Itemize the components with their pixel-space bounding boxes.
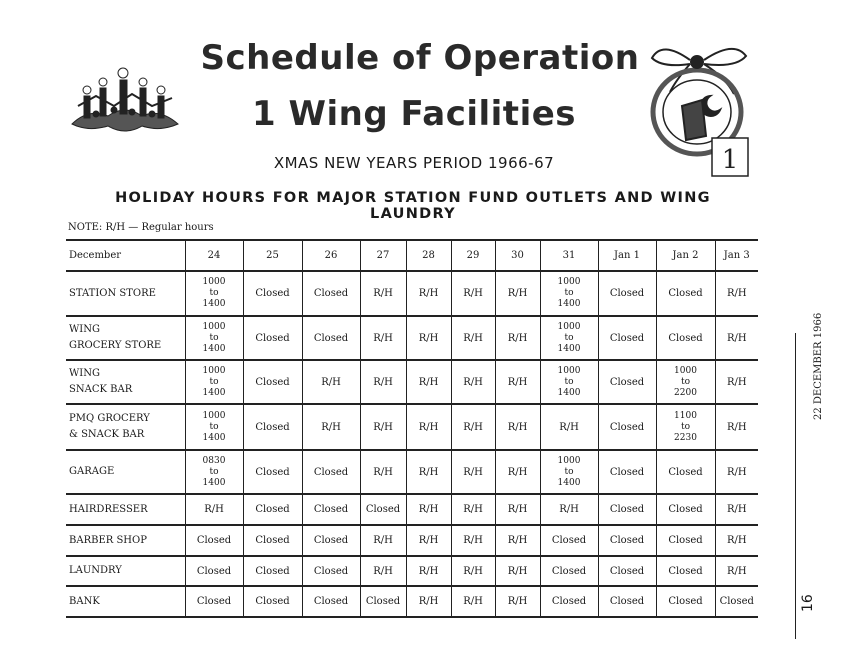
hours-cell bbox=[360, 271, 406, 316]
hours-cell-line: 0830 bbox=[202, 455, 226, 466]
column-header-day: Jan 1 bbox=[598, 240, 656, 271]
hours-cell bbox=[715, 271, 758, 316]
hours-cell bbox=[598, 450, 656, 494]
facility-name-line: BARBER SHOP bbox=[69, 534, 147, 546]
hours-cell-line: Closed bbox=[668, 504, 703, 515]
hours-cell-line: 1000 bbox=[557, 277, 581, 287]
hours-cell bbox=[715, 556, 758, 586]
hours-cell bbox=[302, 316, 360, 360]
hours-cell bbox=[540, 360, 598, 404]
page-title-line-2: 1 Wing Facilities bbox=[251, 94, 577, 134]
hours-cell bbox=[243, 404, 302, 450]
schedule-table bbox=[66, 239, 758, 618]
hours-cell bbox=[451, 556, 495, 586]
hours-cell-line: Closed bbox=[609, 466, 645, 478]
hours-cell-line: 1000 bbox=[557, 455, 581, 466]
hours-cell-line: 1000 bbox=[202, 365, 226, 376]
hours-cell-line: 2230 bbox=[674, 432, 697, 443]
hours-cell-line: Closed bbox=[313, 466, 349, 478]
table-row bbox=[66, 316, 758, 360]
column-header-day: Jan 3 bbox=[715, 240, 758, 271]
hours-cell-line: R/H bbox=[373, 376, 393, 388]
hours-cell-line: to bbox=[564, 332, 574, 343]
hours-cell bbox=[243, 525, 302, 556]
hours-cell bbox=[302, 404, 360, 450]
hours-cell bbox=[302, 450, 360, 494]
facility-name-line: WING bbox=[69, 368, 100, 379]
hours-cell bbox=[540, 586, 598, 617]
hours-cell bbox=[302, 360, 360, 404]
hours-cell-line: R/H bbox=[418, 596, 439, 607]
table-row bbox=[66, 404, 758, 450]
table-row bbox=[66, 556, 758, 586]
hours-cell bbox=[243, 316, 302, 360]
hours-cell bbox=[715, 316, 758, 360]
hours-cell bbox=[185, 556, 243, 586]
hours-cell-line: Closed bbox=[313, 535, 349, 546]
facility-name-line: SNACK BAR bbox=[69, 384, 133, 395]
facility-name-line: LAUNDRY bbox=[69, 565, 122, 576]
hours-cell-line: R/H bbox=[418, 288, 439, 299]
hours-cell-line: R/H bbox=[507, 535, 528, 546]
hours-cell bbox=[495, 360, 540, 404]
hours-cell-line: Closed bbox=[609, 535, 645, 546]
facility-name-cell bbox=[66, 494, 185, 525]
hours-cell bbox=[656, 450, 715, 494]
hours-cell-line: R/H bbox=[507, 376, 528, 388]
column-header-day: 31 bbox=[540, 240, 598, 271]
hours-cell bbox=[360, 586, 406, 617]
hours-cell bbox=[656, 586, 715, 617]
facility-name-cell bbox=[66, 586, 185, 617]
hours-cell-line: 1400 bbox=[557, 299, 581, 309]
hours-cell bbox=[451, 494, 495, 525]
hours-cell-line: R/H bbox=[373, 332, 393, 344]
facility-name-line: HAIRDRESSER bbox=[69, 503, 148, 515]
hours-cell-line: R/H bbox=[507, 332, 528, 344]
hours-cell bbox=[406, 316, 451, 360]
hours-cell-line: R/H bbox=[373, 288, 393, 299]
hours-cell-line: to bbox=[680, 421, 691, 432]
hours-cell-line: Closed bbox=[668, 466, 703, 478]
hours-cell-line: Closed bbox=[719, 596, 754, 607]
hours-cell bbox=[715, 360, 758, 404]
hours-cell-line: R/H bbox=[726, 466, 747, 478]
hours-cell-line: R/H bbox=[418, 376, 439, 388]
hours-cell bbox=[302, 586, 360, 617]
hours-cell-line: 1400 bbox=[202, 299, 226, 309]
facility-name-line: GARAGE bbox=[69, 466, 115, 477]
hours-cell bbox=[495, 525, 540, 556]
hours-cell-line: 1000 bbox=[557, 365, 581, 376]
hours-cell-line: Closed bbox=[313, 332, 349, 344]
hours-cell-line: Closed bbox=[551, 535, 587, 546]
hours-cell-line: R/H bbox=[726, 421, 747, 433]
hours-cell-line: Closed bbox=[255, 376, 290, 388]
hours-cell bbox=[406, 586, 451, 617]
hours-cell bbox=[185, 316, 243, 360]
hours-cell-line: R/H bbox=[726, 288, 747, 299]
hours-cell-line: to bbox=[564, 466, 574, 477]
hours-cell-line: R/H bbox=[373, 535, 393, 546]
hours-cell-line: R/H bbox=[373, 565, 393, 577]
hours-cell bbox=[302, 556, 360, 586]
hours-cell bbox=[360, 316, 406, 360]
facility-name-cell bbox=[66, 556, 185, 586]
hours-cell-line: R/H bbox=[373, 421, 393, 433]
hours-cell bbox=[598, 404, 656, 450]
hours-cell-line: R/H bbox=[507, 466, 528, 478]
hours-cell-line: Closed bbox=[668, 535, 703, 546]
hours-cell bbox=[598, 360, 656, 404]
table-row bbox=[66, 494, 758, 525]
table-row bbox=[66, 360, 758, 404]
hours-cell bbox=[360, 404, 406, 450]
hours-cell bbox=[495, 316, 540, 360]
hours-cell bbox=[495, 556, 540, 586]
hours-cell-line: R/H bbox=[418, 565, 439, 577]
column-header-day: 25 bbox=[243, 240, 302, 271]
hours-cell-line: R/H bbox=[321, 376, 341, 388]
hours-cell bbox=[243, 556, 302, 586]
facility-name-line: WING bbox=[69, 324, 100, 335]
hours-cell bbox=[185, 404, 243, 450]
hours-cell bbox=[406, 494, 451, 525]
hours-cell bbox=[598, 525, 656, 556]
hours-cell-line: to bbox=[564, 376, 574, 387]
hours-cell-line: 1000 bbox=[202, 277, 226, 287]
hours-cell bbox=[451, 586, 495, 617]
hours-cell-line: R/H bbox=[507, 288, 528, 299]
hours-cell bbox=[185, 586, 243, 617]
hours-cell-line: Closed bbox=[313, 565, 349, 577]
margin-rule bbox=[795, 333, 796, 639]
hours-cell bbox=[495, 586, 540, 617]
hours-cell bbox=[656, 525, 715, 556]
subtitle: XMAS NEW YEARS PERIOD 1966-67 bbox=[273, 154, 555, 172]
hours-cell-line: Closed bbox=[609, 376, 645, 388]
facility-name-line: GROCERY STORE bbox=[69, 340, 162, 351]
hours-cell bbox=[451, 271, 495, 316]
hours-cell-line: R/H bbox=[418, 466, 439, 478]
hours-cell-line: Closed bbox=[255, 504, 290, 515]
hours-cell-line: Closed bbox=[255, 466, 290, 478]
hours-cell bbox=[451, 360, 495, 404]
hours-cell-line: to bbox=[209, 332, 219, 343]
facility-name-cell bbox=[66, 404, 185, 450]
hours-cell-line: R/H bbox=[418, 421, 439, 433]
hours-cell-line: Closed bbox=[609, 504, 645, 515]
hours-cell-line: Closed bbox=[196, 565, 232, 577]
hours-cell-line: R/H bbox=[463, 376, 483, 388]
hours-cell bbox=[302, 494, 360, 525]
hours-cell-line: 1400 bbox=[557, 477, 581, 488]
hours-cell-line: Closed bbox=[313, 288, 349, 299]
facility-name-cell bbox=[66, 271, 185, 316]
hours-cell-line: Closed bbox=[196, 596, 232, 607]
hours-cell bbox=[656, 404, 715, 450]
hours-cell bbox=[540, 494, 598, 525]
hours-cell bbox=[656, 494, 715, 525]
hours-cell bbox=[715, 404, 758, 450]
column-header-day: 27 bbox=[360, 240, 406, 271]
hours-cell-line: 1400 bbox=[202, 387, 226, 398]
hours-cell-line: R/H bbox=[507, 596, 528, 607]
hours-cell-line: Closed bbox=[551, 596, 587, 607]
column-header-day: 28 bbox=[406, 240, 451, 271]
hours-cell bbox=[451, 450, 495, 494]
hours-cell bbox=[540, 271, 598, 316]
hours-cell-line: 1000 bbox=[674, 365, 697, 376]
hours-cell-line: R/H bbox=[726, 535, 747, 546]
facility-name-line: BANK bbox=[69, 595, 100, 607]
page-title-line-1: Schedule of Operation bbox=[200, 38, 640, 78]
hours-cell-line: R/H bbox=[418, 535, 439, 546]
facility-name-cell bbox=[66, 525, 185, 556]
hours-cell-line: Closed bbox=[365, 596, 401, 607]
hours-cell bbox=[406, 360, 451, 404]
hours-cell bbox=[540, 404, 598, 450]
hours-cell-line: to bbox=[209, 288, 219, 298]
hours-cell-line: Closed bbox=[668, 596, 703, 607]
hours-cell bbox=[495, 494, 540, 525]
hours-cell-line: Closed bbox=[255, 535, 290, 546]
hours-cell-line: 1400 bbox=[202, 477, 226, 488]
hours-cell-line: 2200 bbox=[674, 387, 697, 398]
hours-cell-line: Closed bbox=[609, 596, 645, 607]
hours-cell bbox=[598, 271, 656, 316]
hours-cell-line: R/H bbox=[726, 504, 747, 515]
side-date-label: 22 DECEMBER 1966 bbox=[813, 312, 824, 420]
column-header-day: 26 bbox=[302, 240, 360, 271]
schedule-table-body bbox=[66, 240, 758, 617]
hours-cell-line: to bbox=[564, 288, 574, 298]
hours-cell bbox=[406, 271, 451, 316]
hours-cell bbox=[495, 404, 540, 450]
hours-cell bbox=[360, 494, 406, 525]
hours-cell bbox=[598, 556, 656, 586]
hours-cell bbox=[360, 450, 406, 494]
hours-cell-line: R/H bbox=[463, 535, 483, 546]
hours-cell-line: 1400 bbox=[557, 343, 581, 354]
hours-cell bbox=[243, 494, 302, 525]
table-row bbox=[66, 450, 758, 494]
hours-cell bbox=[406, 404, 451, 450]
hours-cell-line: Closed bbox=[365, 504, 401, 515]
hours-cell-line: R/H bbox=[726, 376, 747, 388]
hours-cell bbox=[495, 271, 540, 316]
hours-cell-line: R/H bbox=[726, 565, 747, 577]
hours-cell bbox=[598, 316, 656, 360]
hours-cell-line: 1000 bbox=[557, 321, 581, 332]
hours-cell bbox=[715, 450, 758, 494]
page-number: 16 bbox=[800, 594, 816, 612]
column-header-month: December bbox=[66, 240, 185, 271]
hours-cell-line: 1400 bbox=[202, 343, 226, 354]
hours-cell bbox=[185, 271, 243, 316]
hours-cell bbox=[360, 525, 406, 556]
hours-cell-line: R/H bbox=[507, 504, 528, 515]
note-text: NOTE: R/H — Regular hours bbox=[68, 222, 214, 233]
facility-name-line: PMQ GROCERY bbox=[69, 413, 150, 424]
hours-cell bbox=[302, 271, 360, 316]
hours-cell-line: Closed bbox=[196, 535, 232, 546]
hours-cell-line: Closed bbox=[255, 421, 290, 433]
hours-cell-line: R/H bbox=[373, 466, 393, 478]
hours-cell-line: Closed bbox=[255, 332, 290, 344]
hours-cell-line: R/H bbox=[418, 504, 439, 515]
hours-cell bbox=[360, 360, 406, 404]
hours-cell-line: 1000 bbox=[202, 410, 226, 421]
hours-cell bbox=[598, 586, 656, 617]
hours-cell bbox=[598, 494, 656, 525]
hours-cell bbox=[715, 586, 758, 617]
hours-cell bbox=[185, 494, 243, 525]
facility-name-line: STATION STORE bbox=[69, 287, 156, 299]
hours-cell bbox=[540, 316, 598, 360]
facility-name-cell bbox=[66, 450, 185, 494]
table-row bbox=[66, 586, 758, 617]
table-row bbox=[66, 525, 758, 556]
hours-cell-line: to bbox=[209, 376, 219, 387]
hours-cell bbox=[540, 450, 598, 494]
hours-cell bbox=[185, 525, 243, 556]
hours-cell-line: Closed bbox=[255, 288, 290, 299]
hours-cell-line: R/H bbox=[463, 421, 483, 433]
hours-cell-line: R/H bbox=[463, 332, 483, 344]
hours-cell-line: 1000 bbox=[202, 321, 226, 332]
facility-name-cell bbox=[66, 360, 185, 404]
badge-number: 1 bbox=[721, 145, 739, 175]
hours-cell bbox=[185, 360, 243, 404]
column-header-day: 29 bbox=[451, 240, 495, 271]
hours-cell bbox=[360, 556, 406, 586]
hours-cell bbox=[656, 360, 715, 404]
hours-cell-line: Closed bbox=[609, 565, 645, 577]
hours-cell-line: Closed bbox=[609, 332, 645, 344]
hours-cell-line: R/H bbox=[463, 596, 483, 607]
hours-cell-line: R/H bbox=[463, 565, 483, 577]
table-row bbox=[66, 271, 758, 316]
hours-cell bbox=[243, 450, 302, 494]
hours-cell bbox=[185, 450, 243, 494]
hours-cell-line: R/H bbox=[463, 466, 483, 478]
facility-name-line: & SNACK BAR bbox=[69, 429, 145, 440]
facility-name-cell bbox=[66, 316, 185, 360]
hours-cell bbox=[715, 525, 758, 556]
column-header-day: 24 bbox=[185, 240, 243, 271]
hours-cell-line: to bbox=[680, 376, 691, 387]
hours-cell-line: R/H bbox=[321, 421, 341, 433]
hours-cell bbox=[540, 525, 598, 556]
hours-cell-line: R/H bbox=[559, 421, 579, 433]
table-header-row bbox=[66, 240, 758, 271]
hours-cell bbox=[406, 525, 451, 556]
hours-cell-line: 1400 bbox=[557, 387, 581, 398]
hours-cell-line: R/H bbox=[559, 504, 579, 515]
hours-cell-line: Closed bbox=[313, 596, 349, 607]
hours-cell bbox=[302, 525, 360, 556]
hours-cell-line: to bbox=[209, 466, 219, 477]
hours-cell bbox=[406, 450, 451, 494]
hours-cell-line: Closed bbox=[551, 565, 587, 577]
hours-cell-line: Closed bbox=[668, 565, 703, 577]
hours-cell bbox=[243, 271, 302, 316]
hours-cell bbox=[540, 556, 598, 586]
hours-cell bbox=[656, 316, 715, 360]
hours-cell-line: Closed bbox=[255, 565, 290, 577]
hours-cell bbox=[451, 316, 495, 360]
hours-cell-line: R/H bbox=[726, 332, 747, 344]
hours-cell-line: 1400 bbox=[202, 432, 226, 443]
hours-cell bbox=[451, 404, 495, 450]
hours-cell bbox=[243, 360, 302, 404]
hours-cell bbox=[656, 556, 715, 586]
hours-cell-line: R/H bbox=[463, 288, 483, 299]
hours-cell bbox=[243, 586, 302, 617]
column-header-day: 30 bbox=[495, 240, 540, 271]
hours-cell bbox=[495, 450, 540, 494]
hours-cell-line: Closed bbox=[668, 288, 703, 299]
hours-cell-line: R/H bbox=[463, 504, 483, 515]
hours-cell-line: Closed bbox=[313, 504, 349, 515]
hours-cell-line: to bbox=[209, 421, 219, 432]
hours-cell-line: 1100 bbox=[674, 410, 697, 421]
hours-cell-line: R/H bbox=[418, 332, 439, 344]
hours-cell bbox=[715, 494, 758, 525]
hours-cell-line: Closed bbox=[609, 288, 645, 299]
section-heading: HOLIDAY HOURS FOR MAJOR STATION FUND OUTLETS AND WING LAUNDRY bbox=[115, 190, 711, 222]
column-header-day: Jan 2 bbox=[656, 240, 715, 271]
hours-cell bbox=[451, 525, 495, 556]
hours-cell-line: R/H bbox=[507, 565, 528, 577]
hours-cell-line: Closed bbox=[668, 332, 703, 344]
hours-cell bbox=[656, 271, 715, 316]
hours-cell-line: Closed bbox=[609, 421, 645, 433]
hours-cell-line: R/H bbox=[507, 421, 528, 433]
hours-cell-line: Closed bbox=[255, 596, 290, 607]
hours-cell-line: R/H bbox=[204, 504, 224, 515]
hours-cell bbox=[406, 556, 451, 586]
